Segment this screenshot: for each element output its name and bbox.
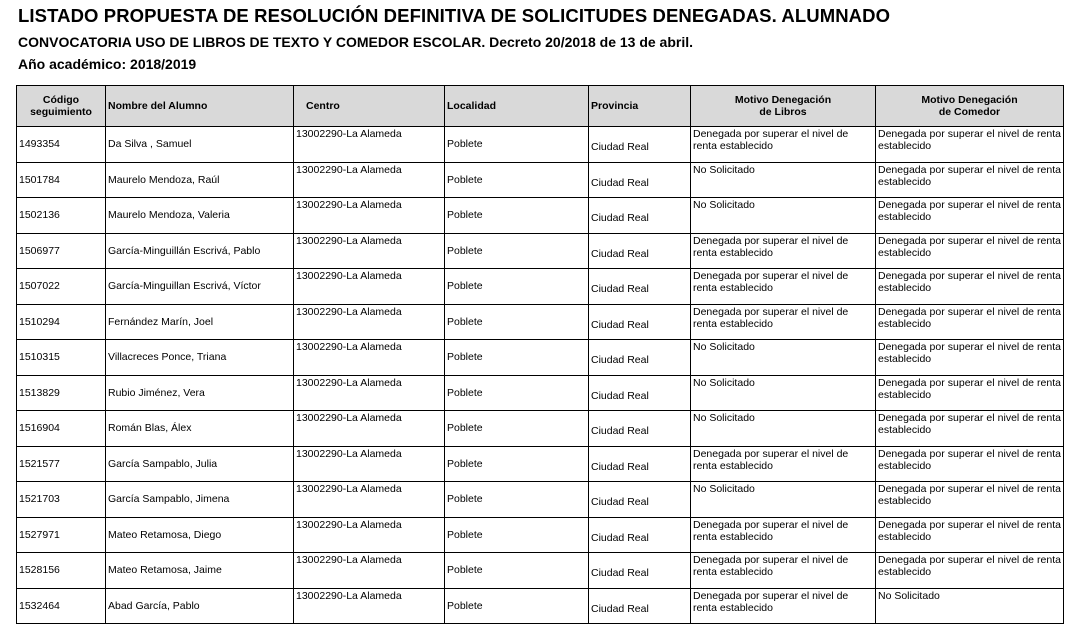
table-row <box>17 304 1064 340</box>
cell-nombre: Maurelo Mendoza, Raúl <box>106 162 294 198</box>
cell-provincia-wrap <box>589 375 691 411</box>
cell-motivo-libros-wrap <box>691 375 876 411</box>
cell-motivo-libros: No Solicitado <box>693 376 755 389</box>
cell-centro-wrap <box>294 269 445 305</box>
col-header-comedor-line1: Motivo Denegación <box>921 94 1018 106</box>
cell-provincia: Ciudad Real <box>591 460 649 473</box>
cell-provincia-wrap <box>589 233 691 269</box>
cell-centro-wrap <box>294 517 445 553</box>
cell-nombre: Rubio Jiménez, Vera <box>106 375 294 411</box>
cell-provincia: Ciudad Real <box>591 496 649 508</box>
cell-motivo-libros-wrap <box>691 233 876 269</box>
cell-provincia-wrap <box>589 304 691 340</box>
cell-localidad: Poblete <box>445 411 589 447</box>
cell-motivo-comedor: Denegada por superar el nivel de renta establecido <box>878 341 1061 365</box>
table-row <box>17 588 1064 624</box>
cell-motivo-comedor: Denegada por superar el nivel de renta establecido <box>878 270 1061 294</box>
cell-motivo-libros: No Solicitado <box>693 412 755 424</box>
cell-nombre: Abad García, Pablo <box>106 588 294 624</box>
cell-nombre: García-Minguillán Escrivá, Pablo <box>106 233 294 269</box>
cell-provincia: Ciudad Real <box>591 531 649 544</box>
cell-motivo-comedor-wrap <box>876 375 1064 411</box>
cell-motivo-libros-wrap <box>691 127 876 163</box>
cell-motivo-comedor-wrap <box>876 553 1064 589</box>
cell-centro-wrap <box>294 446 445 482</box>
cell-provincia: Ciudad Real <box>591 283 649 295</box>
cell-motivo-libros: Denegada por superar el nivel de renta establecido <box>693 518 849 543</box>
table-header-row <box>17 86 1064 127</box>
cell-nombre: Mateo Retamosa, Jaime <box>106 553 294 589</box>
cell-centro-wrap <box>294 411 445 447</box>
cell-centro-wrap <box>294 375 445 411</box>
cell-codigo: 1501784 <box>17 162 106 198</box>
document-subtitle: CONVOCATORIA USO DE LIBROS DE TEXTO Y COMEDOR ESCOLAR. Decreto 20/2018 de 13 de abril. <box>18 34 694 50</box>
cell-centro: 13002290-La Alameda <box>296 234 402 247</box>
cell-localidad: Poblete <box>445 517 589 553</box>
cell-localidad: Poblete <box>445 375 589 411</box>
cell-provincia-wrap <box>589 553 691 589</box>
cell-motivo-libros: Denegada por superar el nivel de renta establecido <box>693 589 849 614</box>
cell-motivo-libros: Denegada por superar el nivel de renta establecido <box>693 128 849 152</box>
table-row <box>17 517 1064 553</box>
cell-motivo-libros-wrap <box>691 162 876 198</box>
cell-provincia-wrap <box>589 588 691 624</box>
cell-centro: 13002290-La Alameda <box>296 589 402 602</box>
cell-motivo-libros: Denegada por superar el nivel de renta establecido <box>693 554 849 578</box>
cell-motivo-libros: No Solicitado <box>693 341 755 353</box>
cell-provincia-wrap <box>589 269 691 305</box>
cell-localidad: Poblete <box>445 162 589 198</box>
cell-localidad: Poblete <box>445 588 589 624</box>
cell-motivo-libros-wrap <box>691 304 876 340</box>
cell-centro-wrap <box>294 553 445 589</box>
col-header-centro: Centro <box>294 86 445 127</box>
cell-motivo-libros: Denegada por superar el nivel de renta establecido <box>693 270 849 294</box>
cell-centro-wrap <box>294 482 445 518</box>
cell-nombre: Villacreces Ponce, Triana <box>106 340 294 376</box>
cell-motivo-comedor: Denegada por superar el nivel de renta establecido <box>878 305 1061 330</box>
cell-provincia-wrap <box>589 446 691 482</box>
col-header-codigo <box>17 86 106 127</box>
cell-provincia: Ciudad Real <box>591 389 649 402</box>
col-header-libros-line1: Motivo Denegación <box>734 94 832 106</box>
cell-motivo-comedor-wrap <box>876 340 1064 376</box>
col-header-comedor-line2: de Comedor <box>938 106 1001 118</box>
document-title: LISTADO PROPUESTA DE RESOLUCIÓN DEFINITIVA DE SOLICITUDES DENEGADAS. ALUMNADO <box>18 5 891 26</box>
cell-centro-wrap <box>294 127 445 163</box>
cell-provincia: Ciudad Real <box>591 318 649 331</box>
table-row <box>17 446 1064 482</box>
cell-provincia: Ciudad Real <box>591 602 649 615</box>
cell-motivo-libros: No Solicitado <box>693 483 755 495</box>
cell-motivo-libros: No Solicitado <box>693 163 755 176</box>
cell-nombre: Da Silva , Samuel <box>106 127 294 163</box>
cell-centro-wrap <box>294 304 445 340</box>
cell-motivo-libros: Denegada por superar el nivel de renta establecido <box>693 234 849 259</box>
cell-motivo-comedor-wrap <box>876 162 1064 198</box>
col-header-nombre: Nombre del Alumno <box>106 86 294 127</box>
table-row <box>17 127 1064 163</box>
cell-centro: 13002290-La Alameda <box>296 518 402 531</box>
cell-centro-wrap <box>294 162 445 198</box>
cell-codigo: 1493354 <box>17 127 106 163</box>
table-row <box>17 553 1064 589</box>
cell-nombre: Maurelo Mendoza, Valeria <box>106 198 294 234</box>
cell-localidad: Poblete <box>445 269 589 305</box>
cell-centro: 13002290-La Alameda <box>296 447 402 460</box>
table-row <box>17 198 1064 234</box>
cell-localidad: Poblete <box>445 304 589 340</box>
cell-centro: 13002290-La Alameda <box>296 163 402 176</box>
table-row <box>17 411 1064 447</box>
cell-motivo-libros-wrap <box>691 198 876 234</box>
table-row <box>17 233 1064 269</box>
cell-motivo-libros: Denegada por superar el nivel de renta establecido <box>693 305 849 330</box>
cell-motivo-comedor: Denegada por superar el nivel de renta establecido <box>878 447 1061 472</box>
cell-codigo: 1510315 <box>17 340 106 376</box>
cell-localidad: Poblete <box>445 233 589 269</box>
cell-motivo-comedor: Denegada por superar el nivel de renta establecido <box>878 518 1061 543</box>
cell-provincia: Ciudad Real <box>591 354 649 366</box>
cell-provincia-wrap <box>589 411 691 447</box>
cell-centro: 13002290-La Alameda <box>296 483 402 495</box>
cell-provincia-wrap <box>589 517 691 553</box>
cell-centro: 13002290-La Alameda <box>296 128 402 140</box>
cell-motivo-libros-wrap <box>691 446 876 482</box>
cell-motivo-comedor: No Solicitado <box>878 589 940 602</box>
col-header-motivo-comedor <box>876 86 1064 127</box>
cell-centro-wrap <box>294 588 445 624</box>
table-row <box>17 340 1064 376</box>
cell-motivo-comedor-wrap <box>876 304 1064 340</box>
cell-centro-wrap <box>294 198 445 234</box>
table-row <box>17 375 1064 411</box>
cell-centro: 13002290-La Alameda <box>296 199 402 211</box>
col-header-localidad: Localidad <box>445 86 589 127</box>
cell-codigo: 1506977 <box>17 233 106 269</box>
cell-localidad: Poblete <box>445 340 589 376</box>
cell-codigo: 1513829 <box>17 375 106 411</box>
cell-motivo-comedor-wrap <box>876 446 1064 482</box>
cell-centro: 13002290-La Alameda <box>296 376 402 389</box>
cell-centro: 13002290-La Alameda <box>296 270 402 282</box>
cell-motivo-libros: Denegada por superar el nivel de renta establecido <box>693 447 849 472</box>
col-header-motivo-libros <box>691 86 876 127</box>
cell-centro: 13002290-La Alameda <box>296 412 402 424</box>
cell-nombre: García Sampablo, Jimena <box>106 482 294 518</box>
cell-provincia: Ciudad Real <box>591 141 649 153</box>
cell-localidad: Poblete <box>445 482 589 518</box>
col-header-codigo-line2: seguimiento <box>30 106 92 118</box>
cell-provincia-wrap <box>589 162 691 198</box>
cell-codigo: 1507022 <box>17 269 106 305</box>
cell-codigo: 1521703 <box>17 482 106 518</box>
cell-localidad: Poblete <box>445 553 589 589</box>
cell-motivo-libros: No Solicitado <box>693 199 755 211</box>
cell-provincia-wrap <box>589 482 691 518</box>
cell-centro: 13002290-La Alameda <box>296 305 402 318</box>
cell-localidad: Poblete <box>445 446 589 482</box>
cell-motivo-comedor: Denegada por superar el nivel de renta establecido <box>878 483 1061 507</box>
denied-applications-table <box>16 85 1064 624</box>
cell-motivo-libros-wrap <box>691 482 876 518</box>
cell-motivo-comedor-wrap <box>876 588 1064 624</box>
cell-codigo: 1510294 <box>17 304 106 340</box>
cell-centro: 13002290-La Alameda <box>296 554 402 566</box>
cell-centro-wrap <box>294 340 445 376</box>
cell-nombre: Mateo Retamosa, Diego <box>106 517 294 553</box>
cell-motivo-libros-wrap <box>691 340 876 376</box>
cell-codigo: 1521577 <box>17 446 106 482</box>
cell-provincia: Ciudad Real <box>591 425 649 437</box>
cell-localidad: Poblete <box>445 198 589 234</box>
cell-motivo-comedor: Denegada por superar el nivel de renta establecido <box>878 376 1061 401</box>
cell-nombre: García-Minguillan Escrivá, Víctor <box>106 269 294 305</box>
cell-provincia-wrap <box>589 340 691 376</box>
cell-motivo-libros-wrap <box>691 269 876 305</box>
table-row <box>17 162 1064 198</box>
cell-centro: 13002290-La Alameda <box>296 341 402 353</box>
cell-motivo-comedor-wrap <box>876 198 1064 234</box>
cell-motivo-comedor-wrap <box>876 411 1064 447</box>
cell-codigo: 1527971 <box>17 517 106 553</box>
cell-centro-wrap <box>294 233 445 269</box>
col-header-provincia: Provincia <box>589 86 691 127</box>
cell-motivo-comedor: Denegada por superar el nivel de renta establecido <box>878 412 1061 436</box>
col-header-libros-line2: de Libros <box>759 106 807 118</box>
cell-motivo-comedor: Denegada por superar el nivel de renta establecido <box>878 199 1061 223</box>
cell-motivo-comedor-wrap <box>876 233 1064 269</box>
cell-motivo-comedor-wrap <box>876 269 1064 305</box>
academic-year: Año académico: 2018/2019 <box>18 56 197 72</box>
cell-motivo-comedor-wrap <box>876 482 1064 518</box>
cell-codigo: 1502136 <box>17 198 106 234</box>
cell-nombre: Fernández Marín, Joel <box>106 304 294 340</box>
cell-codigo: 1516904 <box>17 411 106 447</box>
cell-motivo-libros-wrap <box>691 553 876 589</box>
cell-provincia: Ciudad Real <box>591 567 649 579</box>
cell-provincia-wrap <box>589 198 691 234</box>
cell-provincia: Ciudad Real <box>591 212 649 224</box>
col-header-codigo-line1: Código <box>42 94 80 106</box>
cell-motivo-comedor-wrap <box>876 127 1064 163</box>
cell-motivo-comedor: Denegada por superar el nivel de renta establecido <box>878 163 1061 188</box>
cell-motivo-libros-wrap <box>691 588 876 624</box>
cell-motivo-libros-wrap <box>691 411 876 447</box>
cell-provincia: Ciudad Real <box>591 176 649 189</box>
cell-localidad: Poblete <box>445 127 589 163</box>
cell-motivo-comedor-wrap <box>876 517 1064 553</box>
cell-motivo-comedor: Denegada por superar el nivel de renta establecido <box>878 554 1061 578</box>
cell-codigo: 1528156 <box>17 553 106 589</box>
cell-motivo-libros-wrap <box>691 517 876 553</box>
cell-motivo-comedor: Denegada por superar el nivel de renta establecido <box>878 234 1061 259</box>
cell-nombre: García Sampablo, Julia <box>106 446 294 482</box>
cell-codigo: 1532464 <box>17 588 106 624</box>
table-row <box>17 269 1064 305</box>
table-row <box>17 482 1064 518</box>
cell-motivo-comedor: Denegada por superar el nivel de renta establecido <box>878 128 1061 152</box>
cell-provincia: Ciudad Real <box>591 247 649 260</box>
cell-nombre: Román Blas, Álex <box>106 411 294 447</box>
cell-provincia-wrap <box>589 127 691 163</box>
